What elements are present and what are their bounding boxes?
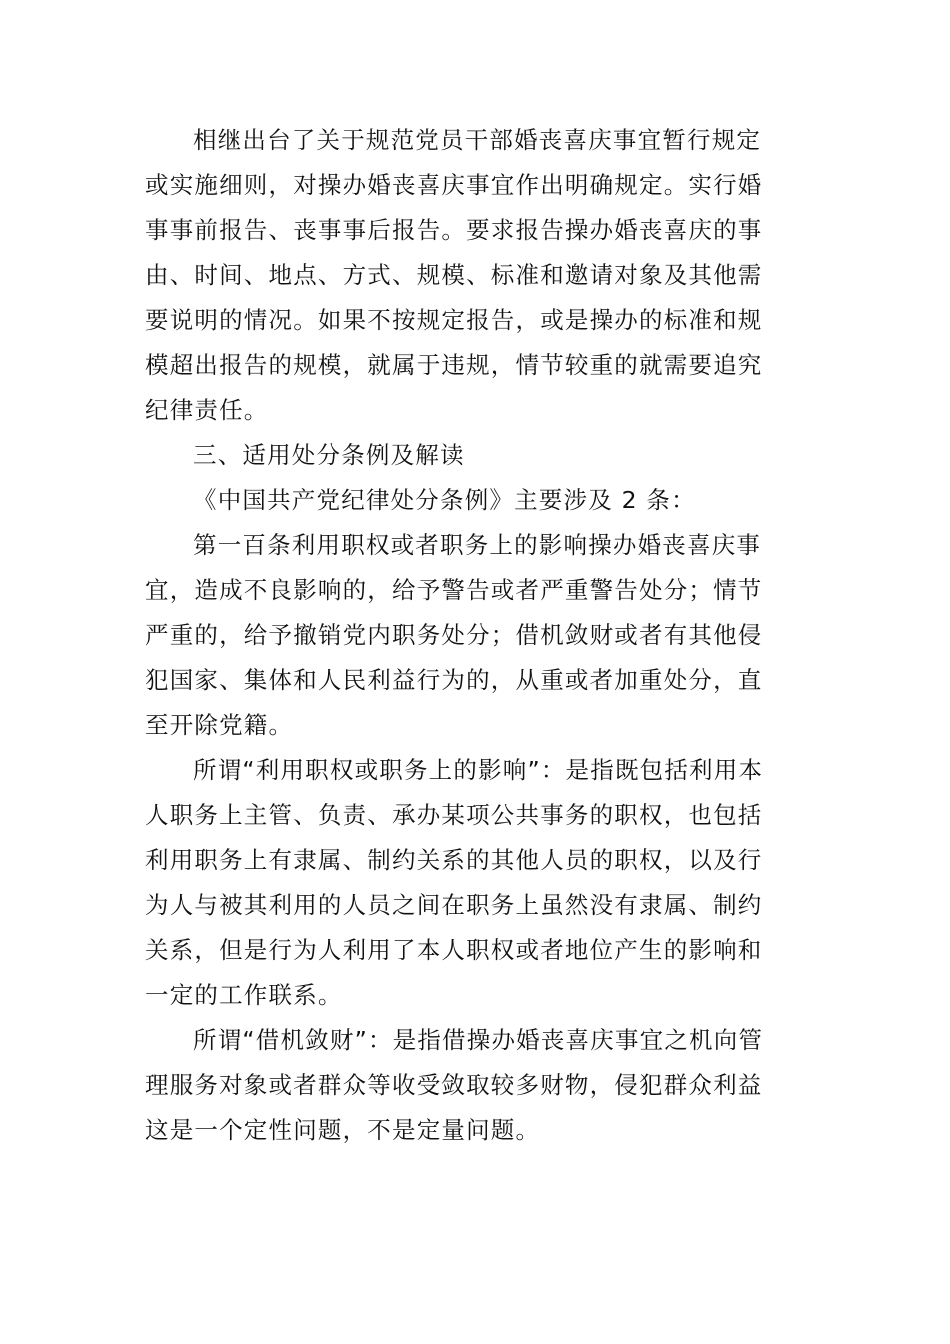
text-line: 这是一个定性问题，不是定量问题。 bbox=[145, 1116, 541, 1144]
text-line: 关系，但是行为人利用了本人职权或者地位产生的影响和 bbox=[145, 936, 763, 964]
text-line: 一定的工作联系。 bbox=[145, 981, 343, 1009]
section-heading: 三、适用处分条例及解读 bbox=[193, 441, 465, 469]
text-line: 相继出台了关于规范党员干部婚丧喜庆事宜暂行规定 bbox=[193, 126, 762, 154]
text-line: 《中国共产党纪律处分条例》主要涉及 2 条： bbox=[193, 486, 696, 514]
text-line: 犯国家、集体和人民利益行为的，从重或者加重处分，直 bbox=[145, 666, 763, 694]
text-line: 事事前报告、丧事事后报告。要求报告操办婚丧喜庆的事 bbox=[145, 216, 763, 244]
body-text bbox=[145, 118, 810, 1153]
text-line: 模超出报告的规模，就属于违规，情节较重的就需要追究 bbox=[145, 351, 763, 379]
text-line: 所谓“利用职权或职务上的影响”：是指既包括利用本 bbox=[193, 756, 764, 784]
text-line: 所谓“借机敛财”：是指借操办婚丧喜庆事宜之机向管 bbox=[193, 1026, 764, 1054]
text-line: 严重的，给予撤销党内职务处分；借机敛财或者有其他侵 bbox=[145, 621, 763, 649]
text-line: 或实施细则，对操办婚丧喜庆事宜作出明确规定。实行婚 bbox=[145, 171, 763, 199]
text-line: 要说明的情况。如果不按规定报告，或是操办的标准和规 bbox=[145, 306, 763, 334]
text-line: 由、时间、地点、方式、规模、标准和邀请对象及其他需 bbox=[145, 261, 763, 289]
text-line: 至开除党籍。 bbox=[145, 711, 294, 739]
text-line: 理服务对象或者群众等收受敛取较多财物，侵犯群众利益 bbox=[145, 1071, 763, 1099]
text-line: 第一百条利用职权或者职务上的影响操办婚丧喜庆事 bbox=[193, 531, 762, 559]
text-line: 利用职务上有隶属、制约关系的其他人员的职权，以及行 bbox=[145, 846, 763, 874]
text-line: 纪律责任。 bbox=[145, 396, 269, 424]
text-line: 人职务上主管、负责、承办某项公共事务的职权，也包括 bbox=[145, 801, 763, 829]
text-line: 宜，造成不良影响的，给予警告或者严重警告处分；情节 bbox=[145, 576, 763, 604]
text-line: 为人与被其利用的人员之间在职务上虽然没有隶属、制约 bbox=[145, 891, 763, 919]
